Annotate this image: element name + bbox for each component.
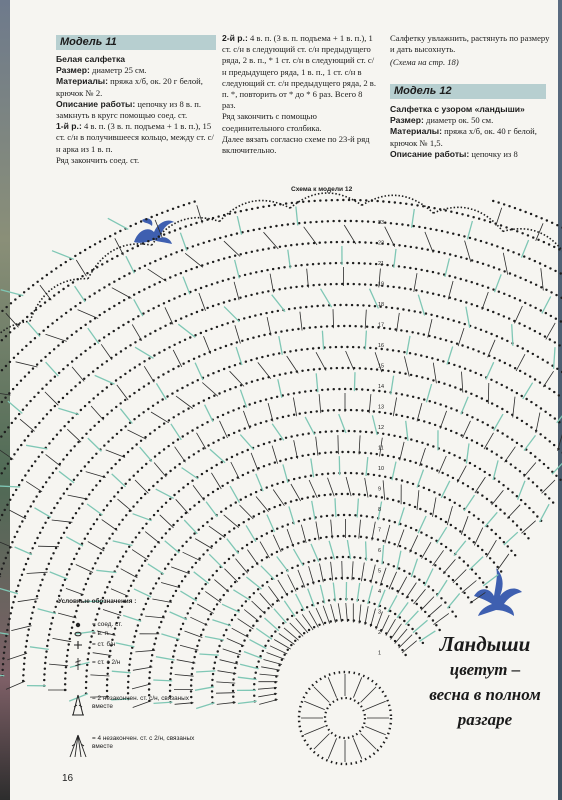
scheme-row-number: 17 bbox=[378, 322, 385, 329]
legend bbox=[58, 598, 208, 750]
two-dc-together-icon bbox=[66, 694, 90, 716]
model12-work-label: Описание работы: bbox=[390, 148, 470, 159]
model11-continue: Далее вязать согласно схеме по 23-й ряд включительно. bbox=[222, 133, 370, 156]
legend-text-chain: = в. п. bbox=[92, 630, 110, 637]
scheme-row-number: 8 bbox=[378, 507, 382, 513]
legend-title: Условные обозначения : bbox=[58, 598, 137, 605]
model12-title: Салфетка с узором «ландыши» bbox=[390, 104, 525, 114]
model12-size-label: Размер: bbox=[390, 115, 424, 126]
model11-materials-value: пряжа х/б, ок. 20 г белой, крючок № 2. bbox=[56, 76, 203, 98]
model11-row2-end: Ряд закончить с помощью соединительного столбика. bbox=[222, 111, 322, 133]
scheme-chain-row bbox=[0, 326, 562, 670]
scheme-row-number: 18 bbox=[378, 302, 385, 308]
scheme-title: Схема к модели 12 bbox=[291, 186, 353, 193]
model11-title: Белая салфетка bbox=[56, 54, 126, 64]
model11-work-label: Описание работы: bbox=[56, 98, 136, 109]
scheme-row-number: 13 bbox=[378, 404, 385, 411]
model11-finish: Салфетку увлажнить, растянуть по размеру и дать высохнуть. bbox=[390, 33, 550, 55]
scheme-row-number: 6 bbox=[378, 548, 382, 554]
scheme-row-number: 1 bbox=[378, 650, 382, 657]
scheme-row-number: 4 bbox=[378, 589, 382, 595]
scheme-row-number: 3 bbox=[378, 609, 382, 616]
model12-work-value: цепочку из 8 bbox=[471, 148, 518, 159]
page-headline bbox=[410, 632, 560, 732]
scheme-stitch-row bbox=[0, 309, 562, 670]
scheme-center-inner-ring bbox=[325, 698, 365, 738]
scheme-row-number: 7 bbox=[378, 527, 382, 534]
scheme-row-number: 21 bbox=[378, 261, 385, 267]
scheme-row-number: 2 bbox=[378, 630, 382, 636]
legend-text-double-treble: = ст. с 2/н bbox=[92, 659, 121, 666]
legend-item-chain bbox=[58, 629, 208, 639]
scheme-row-number: 15 bbox=[378, 363, 385, 370]
model11-row1-label: 1-й р.: bbox=[56, 121, 82, 132]
scheme-row-number: 14 bbox=[378, 384, 385, 390]
model11-row1-end: Ряд закончить соед. ст. bbox=[56, 154, 140, 165]
scheme-stitch-row bbox=[0, 205, 562, 622]
scheme-row-number: 10 bbox=[378, 466, 385, 472]
double-treble-icon bbox=[66, 658, 90, 670]
page-number: 16 bbox=[62, 773, 74, 784]
model11-size-label: Размер: bbox=[56, 65, 90, 76]
model11-materials-label: Материалы: bbox=[56, 76, 109, 87]
scheme-row-number: 12 bbox=[378, 425, 385, 431]
legend-text-slip-stitch: = соед. ст. bbox=[92, 621, 123, 628]
scheme-row-number: 9 bbox=[378, 486, 382, 493]
scheme-center-spokes bbox=[301, 674, 389, 762]
model11-row2-label: 2-й р.: bbox=[222, 33, 248, 43]
model11-row1-value: 4 в. п. (3 в. п. подъема + 1 в. п.), 15 ст. с/н в получившееся кольцо, между ст. с/н арка из 1 в. п. bbox=[56, 121, 214, 154]
legend-text-single-crochet: = ст. б/н bbox=[92, 641, 116, 648]
model11-size-value: диаметр 25 см. bbox=[91, 65, 147, 76]
scheme-chain-row bbox=[233, 578, 440, 703]
model12-materials-label: Материалы: bbox=[390, 126, 443, 137]
model12-materials-value: пряжа х/б, ок. 40 г белой, крючок № 1,5. bbox=[390, 126, 537, 148]
four-tr-together-icon bbox=[66, 734, 90, 758]
legend-item-double-treble bbox=[58, 658, 208, 668]
legend-text-4-tr-together: = 4 незакончен. ст. с 2/н, связаных вместе bbox=[92, 735, 195, 750]
scheme-border-scallops bbox=[0, 193, 562, 493]
legend-item-4-tr-together bbox=[58, 734, 208, 758]
model12-size-value: диаметр ок. 50 см. bbox=[425, 115, 494, 126]
scheme-chain-row bbox=[275, 620, 406, 700]
scheme-row-number: 23 bbox=[378, 220, 385, 226]
model11-row2-value: 4 в. п. (3 в. п. подъема + 1 в. п.), 1 ст. с/н в следующий ст. с/н предыдущего ряда, 2 в. п., * 1 ст. с/н в следующий ст. с/н предыдущего ряда, 1 в. п., 1 ст. с/н в следующий ст. с/н предыдущего ряда, 2 в. п. *, повторить от * до * 6 раз. Всего 8 раз. bbox=[222, 33, 377, 111]
scheme-row-number: 5 bbox=[378, 568, 382, 575]
scheme-row-number: 19 bbox=[378, 281, 385, 288]
headline-line-2: цветут – bbox=[449, 660, 521, 679]
headline-line-4: разгаре bbox=[457, 710, 513, 729]
scheme-chain-row bbox=[0, 221, 562, 631]
headline-line-3: весна в полном bbox=[429, 685, 541, 704]
scheme-stitch-row bbox=[237, 582, 435, 704]
model12-heading: Модель 12 bbox=[390, 84, 546, 99]
legend-text-2-dc-together: = 2 незакончен. ст. с/н, связаных вместе bbox=[92, 695, 189, 710]
scheme-row-number: 16 bbox=[378, 343, 385, 349]
scheme-row-number: 11 bbox=[378, 445, 384, 452]
legend-item-single-crochet bbox=[58, 640, 208, 650]
legend-item-2-dc-together bbox=[58, 694, 208, 716]
scheme-chain-row bbox=[0, 263, 562, 648]
single-crochet-icon bbox=[66, 640, 90, 652]
model11-scheme-ref: (Схема на стр. 18) bbox=[390, 57, 459, 68]
model11-work-value: цепочку из 8 в. п. замкнуть в кругс помощью соед. ст. bbox=[56, 98, 202, 121]
scheme-row-number: 22 bbox=[378, 240, 385, 247]
model11-heading: Модель 11 bbox=[56, 35, 216, 50]
scheme-stitch-row bbox=[0, 225, 562, 650]
headline-line-1: Ландыши bbox=[439, 632, 531, 656]
